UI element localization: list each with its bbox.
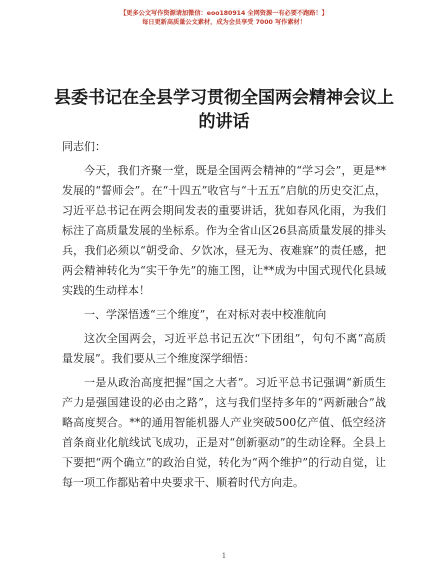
banner-line-2: 每日更新高质量公文素材，成为会员享受 7000 写作素材！ [142, 19, 306, 26]
paragraph-intro: 今天，我们齐聚一堂，既是全国两会精神的“学习会”，更是**发展的“誓师会”。在“十四五”收官与“十五五”启航的历史交汇点，习近平总书记在两会期间发表的重要讲话，犹如春风化雨，为我们标注了高质量发展的坐标系。作为全省山区26县高质量发展的排头兵，我们必须以“朝受命、夕饮冰，昼无为、夜难寐”的责任感，把两会精神转化为“实干争先”的施工图，让**成为中国式现代化县域实践的生动样本！ [62, 164, 386, 297]
banner-line-1: 【更多公文写作资源请加微信：eoo180914 全网资源一有必要不跑路！】 [120, 10, 328, 17]
promo-banner [0, 9, 448, 27]
document-title: 县委书记在全县学习贯彻全国两会精神会议上的讲话 [54, 88, 394, 132]
paragraph-section-intro: 这次全国两会，习近平总书记五次“下团组”，句句不离“高质量发展”。我们要从三个维度深学细悟： [62, 332, 386, 365]
paragraph-point-one: 一是从政治高度把握“国之大者”。习近平总书记强调“新质生产力是强国建设的必由之路”，这与我们坚持多年的“两新融合”战略高度契合。**的通用智能机器人产业突破500亿产值、低空经济首条商业化航线试飞成功，正是对“创新驱动”的生动诠释。全县上下要把“两个确立”的政治自觉，转化为“两个维护”的行动自觉，让每一项工作都贴着中央要求干、顺着时代方向走。 [62, 376, 386, 489]
document-body [62, 137, 386, 493]
salutation: 同志们： [62, 140, 106, 153]
page-number: 1 [221, 552, 227, 560]
section-heading: 一、学深悟透“三个维度”，在对标对表中校准航向 [84, 308, 327, 321]
